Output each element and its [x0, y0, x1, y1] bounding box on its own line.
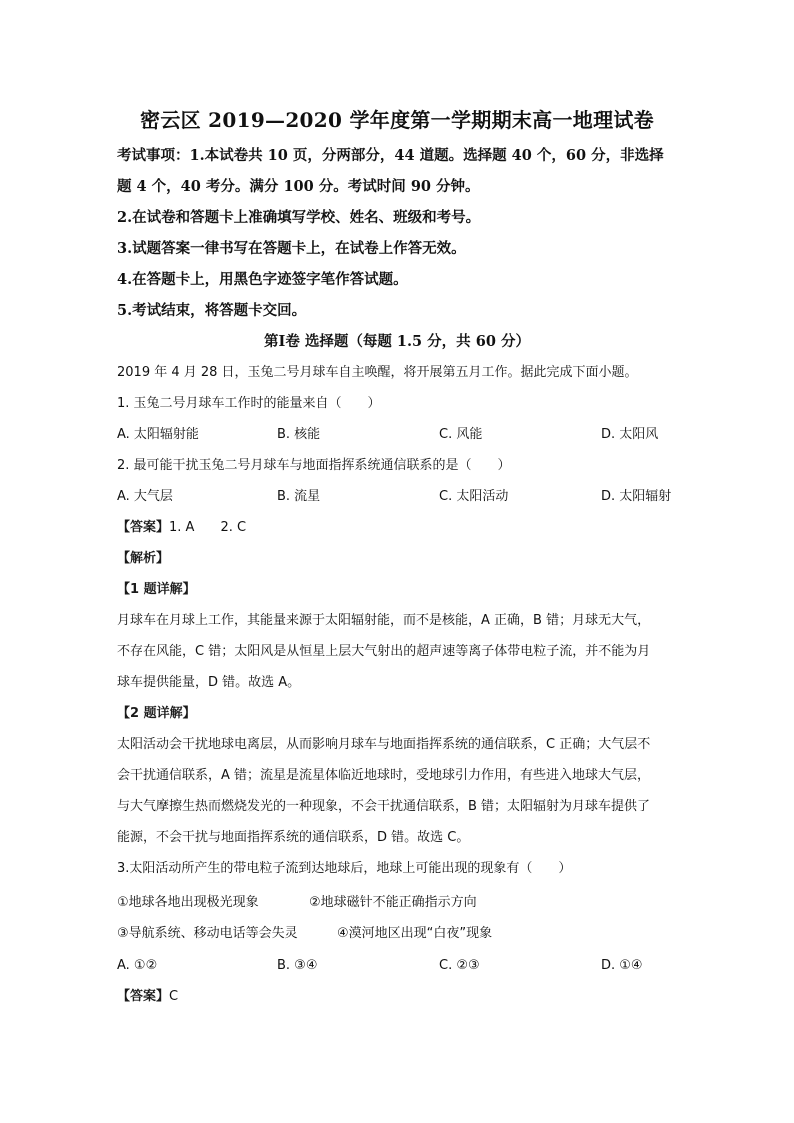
detail-2-tag: 【2 题详解】: [117, 706, 196, 721]
answer-3-value: C: [169, 989, 179, 1004]
q3-item-3: ③导航系统、移动电话等会失灵: [117, 926, 298, 941]
analysis-tag: 【解析】: [117, 551, 170, 566]
answer-tag: 【答案】: [117, 520, 170, 535]
detail-1-tag: 【1 题详解】: [117, 582, 196, 597]
detail-2-line-3: 与大气摩擦生热而燃烧发光的一种现象，不会干扰通信联系，B 错；太阳辐射为月球车提供了: [117, 799, 651, 814]
detail-2-line-1: 太阳活动会干扰地球电离层，从而影响月球车与地面指挥系统的通信联系，C 正确；大气层不: [117, 737, 651, 752]
q3-option-c: C. ②③: [439, 958, 480, 973]
detail-1-line-1: 月球车在月球上工作，其能量来源于太阳辐射能，而不是核能，A 正确，B 错；月球无大气，: [117, 613, 651, 628]
question-3-items-row-2: [117, 918, 687, 949]
q3-item-1: ①地球各地出现极光现象: [117, 895, 259, 910]
question-3-options: [117, 950, 687, 981]
detail-1-line-2: 不存在风能，C 错；太阳风是从恒星上层大气射出的超声速等离子体带电粒子流，并不能为月: [117, 644, 651, 659]
q2-option-c: C. 太阳活动: [439, 489, 509, 504]
exam-notice: [117, 140, 687, 326]
detail-2-line-4: 能源，不会干扰与地面指挥系统的通信联系，D 错。故选 C。: [117, 830, 470, 845]
answer-1-2: [117, 512, 687, 543]
answers-and-analysis: [117, 512, 687, 884]
page-title: 密云区 2019—2020 学年度第一学期期末高一地理试卷: [140, 108, 654, 132]
question-1-options: [117, 419, 687, 450]
notice-line-6: 5.考试结束，将答题卡交回。: [117, 302, 307, 319]
intro-text: [117, 357, 687, 419]
q3-item-2: ②地球磁针不能正确指示方向: [309, 895, 477, 910]
notice-line-4: 3.试题答案一律书写在答题卡上，在试卷上作答无效。: [117, 240, 466, 257]
answer-3-line: [117, 981, 687, 1012]
intro-paragraph: 2019 年 4 月 28 日，玉兔二号月球车自主唤醒，将开展第五月工作。据此完成下面小题。: [117, 365, 638, 380]
q3-option-d: D. ①④: [601, 958, 643, 973]
detail-2-line-2: 会干扰通信联系，A 错；流星是流星体临近地球时，受地球引力作用，有些进入地球大气层，: [117, 768, 651, 783]
q3-option-a: A. ①②: [117, 958, 158, 973]
q1-option-c: C. 风能: [439, 427, 483, 442]
q2-option-d: D. 太阳辐射: [601, 489, 672, 504]
section-title: 第Ⅰ卷 选择题（每题 1.5 分，共 60 分）: [264, 333, 530, 350]
notice-line-3: 2.在试卷和答题卡上准确填写学校、姓名、班级和考号。: [117, 209, 481, 226]
notice-line-1: 考试事项：1.本试卷共 10 页，分两部分，44 道题。选择题 40 个，60 分，非选择: [117, 147, 664, 164]
answer-3-tag: 【答案】: [117, 989, 170, 1004]
answer-3: [117, 981, 687, 1012]
notice-line-5: 4.在答题卡上，用黑色字迹签字笔作答试题。: [117, 271, 408, 288]
question-2-stem: 2. 最可能干扰玉兔二号月球车与地面指挥系统通信联系的是（ ）: [117, 458, 511, 473]
question-2-options: [117, 481, 687, 512]
question-2: [117, 450, 687, 481]
question-3-stem: 3.太阳活动所产生的带电粒子流到达地球后，地球上可能出现的现象有（ ）: [117, 861, 572, 876]
answer-value: 1. A 2. C: [169, 520, 247, 535]
detail-1-line-3: 球车提供能量，D 错。故选 A。: [117, 675, 301, 690]
q3-item-4: ④漠河地区出现“白夜”现象: [337, 926, 493, 941]
q1-option-d: D. 太阳风: [601, 427, 659, 442]
q2-option-a: A. 大气层: [117, 489, 173, 504]
question-1-stem: 1. 玉兔二号月球车工作时的能量来自（ ）: [117, 396, 381, 411]
notice-line-2: 题 4 个，40 考分。满分 100 分。考试时间 90 分钟。: [117, 178, 480, 195]
question-3-items-row-1: [117, 887, 687, 918]
q1-option-b: B. 核能: [277, 427, 321, 442]
q3-option-b: B. ③④: [277, 958, 318, 973]
q2-option-b: B. 流星: [277, 489, 321, 504]
q1-option-a: A. 太阳辐射能: [117, 427, 199, 442]
